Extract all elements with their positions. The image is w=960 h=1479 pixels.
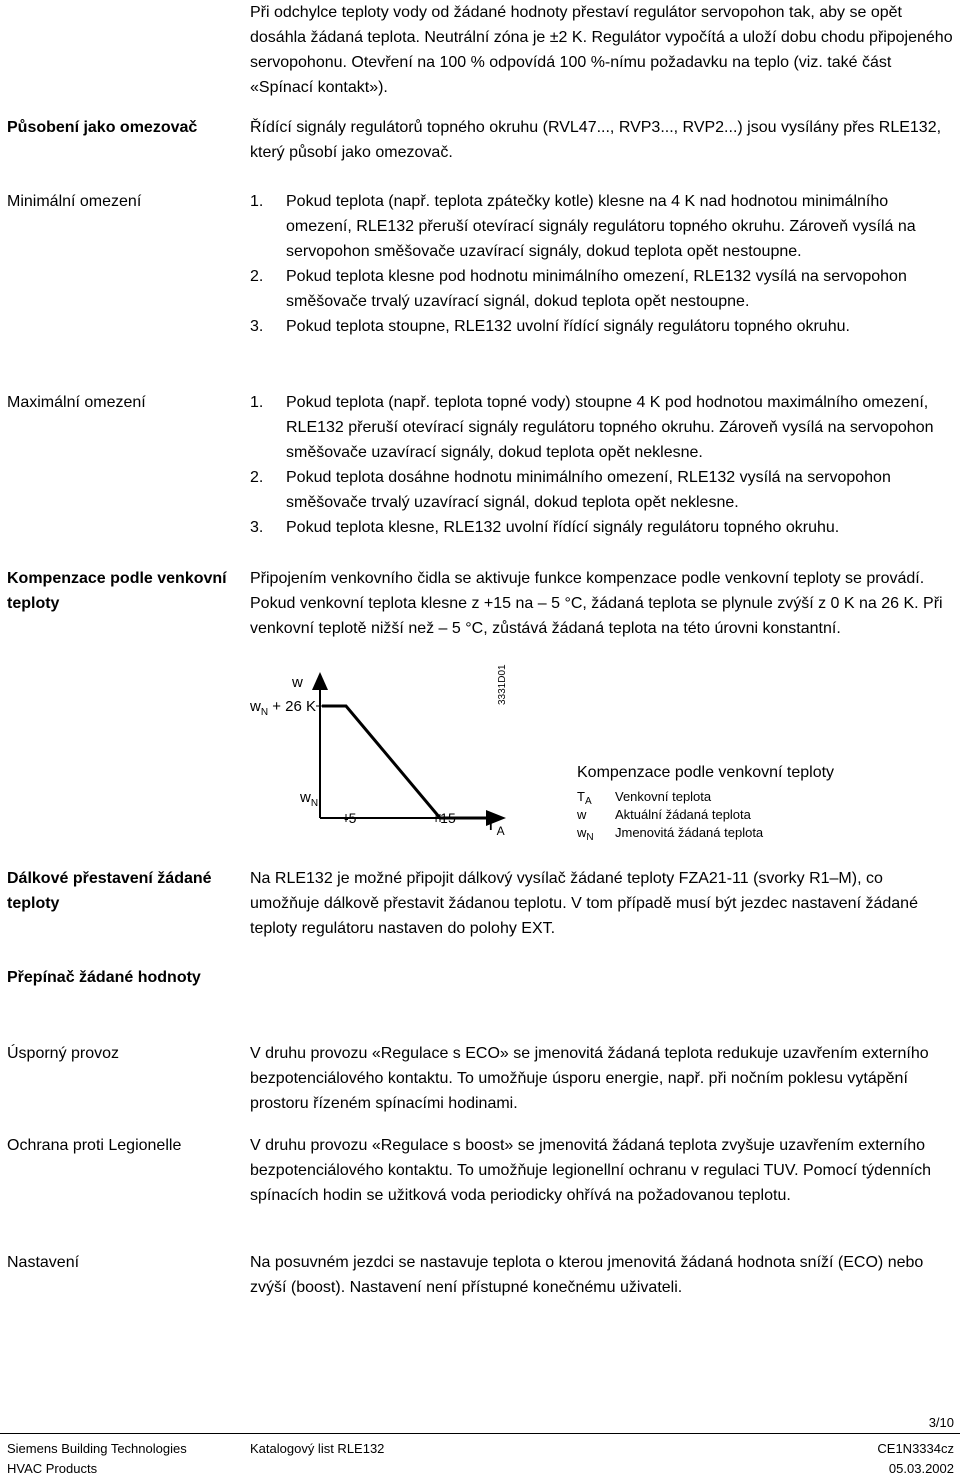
compensation-text: Připojením venkovního čidla se aktivuje funkce kompenzace podle venkovní teploty se provádí. Pokud venkovní teplota klesne z +15 na – 5 °C, žádaná teplota se plynule zvýší z 0 K na 26 K. Při venkovní teplotě nižší než – 5 °C, zůstává žádaná teplota na této úrovni konstantní. <box>250 570 943 637</box>
legend-row: $T_A$ Venkovní teplota <box>577 789 712 807</box>
max-limit-list <box>250 390 955 540</box>
intro-paragraph: Při odchylce teploty vody od žádané hodnoty přestaví regulátor servopohon tak, aby se opět dosáhla žádaná teplota. Neutrální zóna je ±2 K. Regulátor vypočítá a uloží dobu chodu připojeného servopohonu. Otevření na 100 % odpovídá 100 %-nímu požadavku na teplo (viz. také část «Spínací kontakt»). <box>250 4 953 96</box>
min-limit-label: Minimální omezení <box>7 193 142 210</box>
max-limit-label: Maximální omezení <box>7 394 146 411</box>
x-tick-label: -5 <box>344 810 357 826</box>
footer-doc-code: CE1N3334cz 05.03.2002 <box>877 1441 954 1476</box>
diagram-legend <box>577 760 957 843</box>
list-item: 2. Pokud teplota dosáhne hodnotu minimálního omezení, RLE132 vysílá na servopohon směšovače trvalý uzavírací signál, dokud teplota opět neklesne. <box>250 469 891 511</box>
y-axis-arrow <box>312 672 328 690</box>
legend-table <box>577 789 763 843</box>
setting-text: Na posuvném jezdci se nastavuje teplota o kterou jmenovitá žádaná hodnota sníží (ECO) nebo zvýší (boost). Nastavení není přístupné konečnému uživateli. <box>250 1254 924 1296</box>
footer-company: Siemens Building Technologies HVAC Products <box>7 1441 187 1476</box>
origin-label: $w_N$ <box>300 789 319 809</box>
legend-title: Kompenzace podle venkovní teploty <box>577 764 835 781</box>
footer-doc-title: Katalogový list RLE132 <box>250 1441 385 1456</box>
list-item: 3. Pokud teplota klesne, RLE132 uvolní řídící signály regulátoru topného okruhu. <box>250 519 840 536</box>
remote-label: Dálkové přestavení žádané teploty <box>7 870 212 912</box>
list-item: 3. Pokud teplota stoupne, RLE132 uvolní řídící signály regulátoru topného okruhu. <box>250 318 850 335</box>
limiter-label: Působení jako omezovač <box>7 119 198 136</box>
eco-label: Úsporný provoz <box>7 1045 120 1062</box>
setting-label: Nastavení <box>7 1254 80 1271</box>
legionella-label: Ochrana proti Legionelle <box>7 1137 182 1154</box>
setpoint-curve <box>322 706 487 818</box>
page-number: 3/10 <box>928 1415 954 1430</box>
switch-label: Přepínač žádané hodnoty <box>7 969 201 986</box>
min-limit-list <box>250 189 955 339</box>
legend-row: $w_N$ Jmenovitá žádaná teplota <box>577 825 764 843</box>
remote-text: Na RLE132 je možné připojit dálkový vysílač žádané teploty FZA21-11 (svorky R1–M), co umožňuje dálkově přestavit žádanou teplotu. V tom případě musí být jezdec nastavení žádané teploty regulátoru nastaven do polohy EXT. <box>250 870 918 937</box>
x-tick-label: +15 <box>432 810 456 826</box>
footer-divider <box>0 1433 960 1434</box>
legend-row: w Aktuální žádaná teplota <box>577 807 751 822</box>
y-tick-label: $w_N + 26$ K <box>250 698 317 718</box>
figure-code: 3331D01 <box>497 664 508 705</box>
eco-text: V druhu provozu «Regulace s ECO» se jmenovitá žádaná teplota redukuje uzavřením externího bezpotenciálového kontaktu. To umožňuje úsporu energie, např. při nočním poklesu vytápění prostoru řízeném spínacími hodinami. <box>250 1045 929 1112</box>
compensation-label: Kompenzace podle venkovní teploty <box>7 570 227 612</box>
x-axis-label: $T_A$ <box>485 814 505 838</box>
list-item: 1. Pokud teplota (např. teplota zpátečky kotle) klesne na 4 K nad hodnotou minimálního omezení, RLE132 přeruší otevírací signály regulátoru topného okruhu. Zároveň vysílá na servopohon směšovače uzavírací signály, dokud teplota opět nestoupne. <box>250 193 916 260</box>
list-item: 1. Pokud teplota (např. teplota topné vody) stoupne 4 K pod hodnotou maximálního omezení, RLE132 přeruší otevírací signály regulátoru topného okruhu. Zároveň vysílá na servopohon směšovače uzavírací signály, dokud teplota opět neklesne. <box>250 394 934 461</box>
list-item: 2. Pokud teplota klesne pod hodnotu minimálního omezení, RLE132 vysílá na servopohon směšovače trvalý uzavírací signál, dokud teplota opět nestoupne. <box>250 268 907 310</box>
y-axis-label: w <box>292 674 303 691</box>
legionella-text: V druhu provozu «Regulace s boost» se jmenovitá žádaná teplota zvyšuje uzavřením externího bezpotenciálového kontaktu. To umožňuje legionellní ochranu v regulaci TUV. Pomocí týdenních spínacích hodin se užitková voda periodicky ohřívá na požadovanou teplotu. <box>250 1137 932 1204</box>
limiter-text: Řídící signály regulátorů topného okruhu (RVL47..., RVP3..., RVP2...) jsou vysílány přes RLE132, který působí jako omezovač. <box>250 119 942 161</box>
